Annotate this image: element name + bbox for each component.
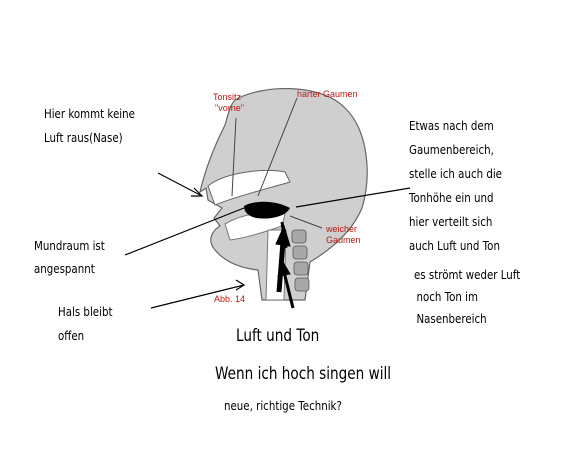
note-nose: Hier kommt keine Luft raus(Nase) [44, 106, 135, 145]
note-nasal: es strömt weder Luft noch Ton im Nasenbereich [414, 267, 521, 326]
label-harter-gaumen: harter Gaumen [297, 89, 358, 99]
caption-main: Luft und Ton [236, 326, 320, 346]
caption-note: neue, richtige Technik? [224, 398, 342, 413]
caption-sub: Wenn ich hoch singen will [215, 364, 392, 384]
label-weicher-gaumen: weicher Gaumen [326, 224, 361, 245]
note-palate: Etwas nach dem Gaumenbereich, stelle ich auch die Tonhöhe ein und hier verteilt sich auch Luft und Ton [409, 118, 502, 253]
label-tonsitz: Tonsitz "vorne" [213, 92, 244, 113]
note-throat: Hals bleibt offen [58, 304, 113, 343]
note-mouth: Mundraum ist angespannt [34, 238, 105, 276]
label-abb: Abb. 14 [214, 294, 246, 304]
